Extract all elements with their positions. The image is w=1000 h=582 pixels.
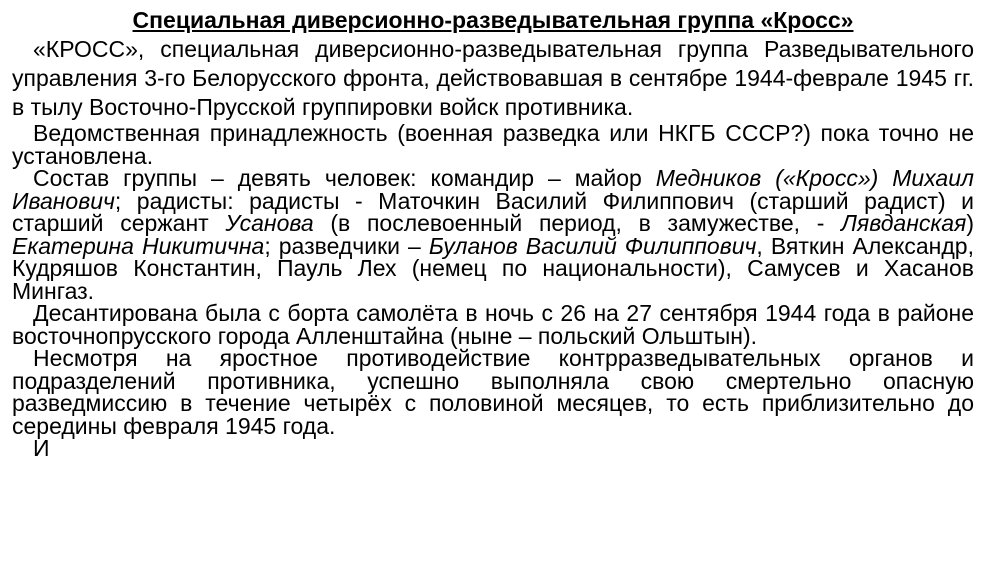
composition-text-1: Состав группы – девять человек: командир – майор	[33, 165, 656, 191]
composition-text-3: (в послевоенный период, в замужестве, -	[313, 210, 842, 236]
paragraph-composition	[12, 167, 974, 302]
paragraph-cut-off: И	[33, 435, 50, 461]
composition-text-2: ; радисты: радисты - Маточкин Василий Филиппович (старший радист) и старший сержант	[12, 187, 974, 236]
paragraph-landing: Десантирована была с борта самолёта в ночь с 26 на 27 сентября 1944 года в районе восточнопрусского города Алленштайна (ныне – польский Ольштын).	[12, 300, 974, 349]
radio-operator-surname: Усанова	[225, 210, 314, 236]
composition-text-6: , Вяткин Александр, Кудряшов Константин, Пауль Лех (немец по национальности), Самусев и Хасанов Мингаз.	[12, 232, 974, 304]
married-surname: Лявданская	[841, 210, 967, 236]
composition-text-5: ; разведчики –	[264, 232, 429, 259]
paragraph-intro: «КРОСС», специальная диверсионно-разведывательная группа Разведывательного управления 3-го Белорусского фронта, действовавшая в сентябре 1944-феврале 1945 гг. в тылу Восточно-Прусской группировки войск противника.	[12, 36, 974, 120]
paragraph-mission: Несмотря на яростное противодействие контрразведывательных органов и подразделений противника, успешно выполняла свою смертельно опасную разведмиссию в течение четырёх с половиной месяцев, то есть приблизительно до середины февраля 1945 года.	[12, 345, 974, 439]
commander-name: Медников («Кросс») Михаил Иванович	[12, 165, 974, 214]
composition-text-4: )	[966, 210, 974, 236]
radio-operator-name: Екатерина Никитична	[12, 232, 265, 259]
document-title: Специальная диверсионно-разведывательная группа «Кросс»	[132, 7, 854, 33]
paragraph-affiliation: Ведомственная принадлежность (военная разведка или НКГБ СССР?) пока точно не установлена.	[12, 120, 974, 169]
document-page	[12, 6, 974, 461]
scout-name: Буланов Василий Филиппович	[428, 232, 757, 259]
